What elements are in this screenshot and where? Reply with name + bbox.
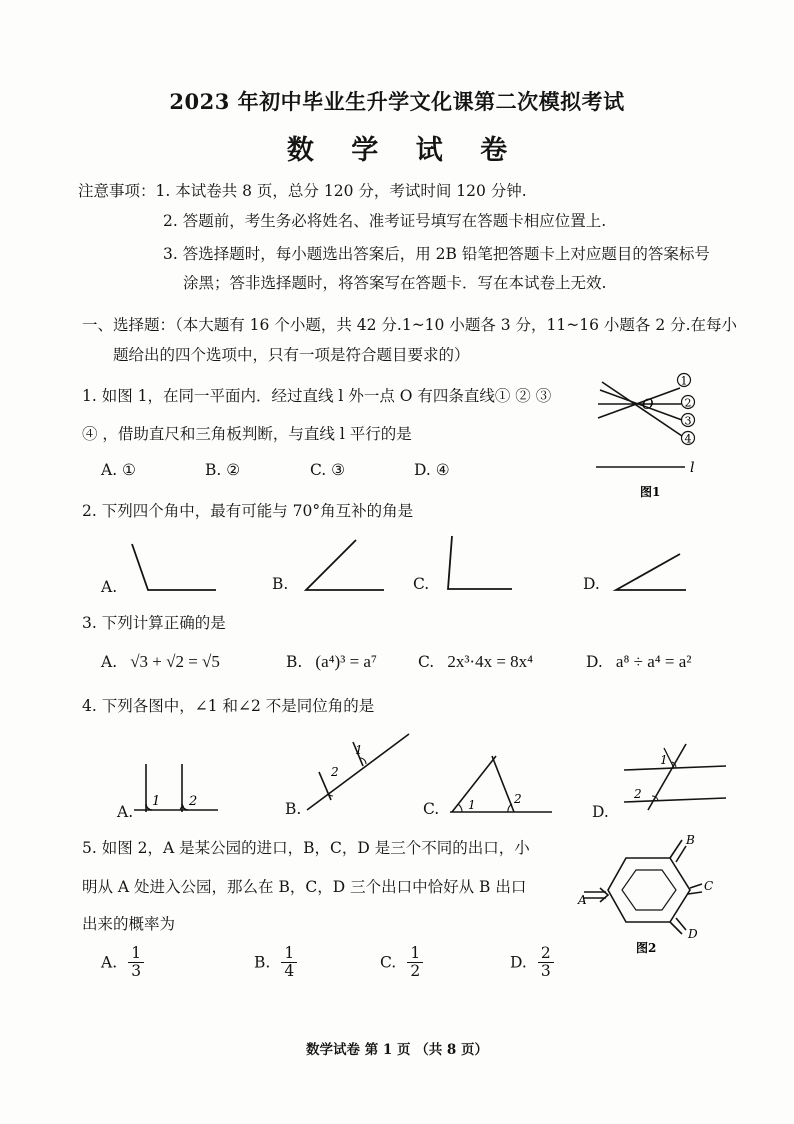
q3-option-d-label: D.: [586, 653, 603, 671]
q4-b-angle-2: 2: [331, 765, 339, 779]
q5-option-a-fraction: [128, 945, 144, 980]
q4-d-angle-2: 2: [634, 787, 642, 801]
q5-stem-line-1: 5. 如图 2，A 是某公园的进口，B，C，D 是三个不同的出口，小: [82, 839, 530, 857]
q2-angle-b: [300, 538, 390, 593]
q4-option-c: C.: [423, 800, 440, 818]
fig2-label-a: A: [578, 893, 587, 907]
inner-hexagon: [622, 870, 676, 910]
figure-2: [578, 832, 718, 957]
q5-option-d-label: D.: [510, 953, 527, 972]
q4-option-d: D.: [592, 803, 609, 821]
q1-option-b: B. ②: [205, 461, 241, 479]
q5-option-c-numerator: 1: [407, 945, 423, 963]
q5-option-d-fraction: [538, 945, 554, 980]
q2-option-a: A.: [101, 578, 118, 596]
q5-option-b: [254, 945, 297, 980]
notes-line-1: 注意事项：1. 本试卷共 8 页，总分 120 分，考试时间 120 分钟.: [78, 182, 527, 200]
figure-1: [590, 372, 720, 502]
q5-option-a-numerator: 1: [128, 945, 144, 963]
q4-figure-b: [305, 730, 415, 815]
q4-stem: 4. 下列各图中，∠1 和∠2 不是同位角的是: [82, 697, 375, 715]
q1-option-d: D. ④: [414, 461, 450, 479]
q1-option-c: C. ③: [310, 461, 346, 479]
q1-stem-line-1: 1. 如图 1，在同一平面内．经过直线 l 外一点 O 有四条直线① ② ③: [82, 387, 552, 405]
q3-option-c-label: C.: [418, 653, 435, 671]
q3-option-b: [286, 652, 377, 672]
q3-option-a: [101, 652, 220, 672]
q3-option-a-expr: √3 + √2 = √5: [130, 652, 220, 671]
outer-hexagon: [608, 858, 690, 922]
q5-option-c: [380, 945, 423, 980]
q3-option-d: [586, 652, 691, 672]
q5-option-d: [510, 945, 554, 980]
fig2-label-d: D: [688, 927, 698, 941]
notes-line-2: 2. 答题前，考生务必将姓名、准考证号填写在答题卡相应位置上.: [163, 212, 607, 230]
q3-option-a-label: A.: [101, 653, 118, 671]
q1-option-a: A. ①: [101, 461, 136, 479]
q4-a-angle-1: 1: [152, 794, 161, 809]
q4-b-angle-1: 1: [355, 743, 363, 757]
fig2-label-c: C: [704, 879, 714, 893]
q5-option-a-label: A.: [101, 953, 118, 972]
figure-2-caption: 图2: [636, 941, 657, 955]
line-1: [598, 388, 680, 418]
exam-title: 2023 年初中毕业生升学文化课第二次模拟考试: [169, 89, 625, 114]
q5-option-b-label: B.: [254, 953, 271, 972]
section-heading-line-2: 题给出的四个选项中，只有一项是符合题目要求的）: [113, 346, 470, 364]
q4-c-angle-1: 1: [468, 798, 476, 812]
q5-option-c-fraction: [407, 945, 423, 980]
q2-stem: 2. 下列四个角中，最有可能与 70°角互补的角是: [82, 502, 414, 520]
label-4: 4: [684, 432, 692, 446]
q3-option-b-label: B.: [286, 653, 303, 671]
q3-option-c-expr: 2x³·4x = 8x⁴: [447, 652, 534, 671]
q5-option-d-numerator: 2: [538, 945, 554, 963]
q2-angle-d: [610, 550, 690, 595]
label-1: 1: [680, 374, 688, 388]
q5-option-b-numerator: 1: [281, 945, 297, 963]
q2-angle-a: [128, 540, 218, 595]
q4-option-b: B.: [285, 800, 302, 818]
q3-stem: 3. 下列计算正确的是: [82, 614, 226, 632]
line-l-label: l: [690, 460, 695, 476]
q5-option-a-denominator: 3: [131, 962, 142, 980]
point-o-label: O: [642, 397, 654, 413]
q5-option-c-label: C.: [380, 953, 397, 972]
q5-option-b-denominator: 4: [284, 962, 295, 980]
q5-stem-line-3: 出来的概率为: [82, 915, 176, 933]
label-2: 2: [684, 396, 692, 410]
q2-angle-c: [440, 534, 520, 594]
q1-stem-line-2: ④ ，借助直尺和三角板判断，与直线 l 平行的是: [82, 425, 412, 443]
page-footer: 数学试卷 第 1 页 （共 8 页）: [306, 1042, 488, 1058]
q3-option-b-expr: (a⁴)³ = a⁷: [315, 652, 377, 671]
notes-line-4: 涂黑；答非选择题时，将答案写在答题卡．写在本试卷上无效.: [183, 274, 607, 292]
q4-a-angle-2: 2: [189, 794, 198, 809]
q3-option-c: [418, 652, 533, 672]
q5-option-b-fraction: [281, 945, 297, 980]
q3-option-d-expr: a⁸ ÷ a⁴ = a²: [615, 652, 692, 671]
figure-1-caption: 图1: [640, 485, 661, 499]
q4-d-angle-1: 1: [660, 753, 668, 767]
exam-subtitle: 数 学 试 卷: [286, 135, 522, 166]
fig2-label-b: B: [686, 833, 695, 847]
q2-option-d: D.: [583, 575, 600, 593]
q2-option-c: C.: [413, 575, 430, 593]
label-3: 3: [684, 414, 692, 428]
q4-figure-c: [448, 752, 558, 822]
q5-option-d-denominator: 3: [540, 962, 551, 980]
q4-option-a: A.: [117, 803, 134, 821]
section-heading-line-1: 一、选择题：（本大题有 16 个小题，共 42 分.1~10 小题各 3 分，11~16 小题各 2 分.在每小: [82, 316, 738, 334]
q4-figure-a: [132, 760, 222, 820]
q2-option-b: B.: [272, 575, 289, 593]
q5-stem-line-2: 明从 A 处进入公园，那么在 B，C，D 三个出口中恰好从 B 出口: [82, 878, 527, 896]
line-3: [600, 390, 682, 420]
q4-figure-d: [620, 740, 730, 812]
q4-c-angle-2: 2: [514, 792, 522, 806]
q5-option-a: [101, 945, 144, 980]
notes-line-3: 3. 答选择题时，每小题选出答案后，用 2B 铅笔把答题卡上对应题目的答案标号: [163, 245, 710, 263]
q5-option-c-denominator: 2: [410, 962, 421, 980]
